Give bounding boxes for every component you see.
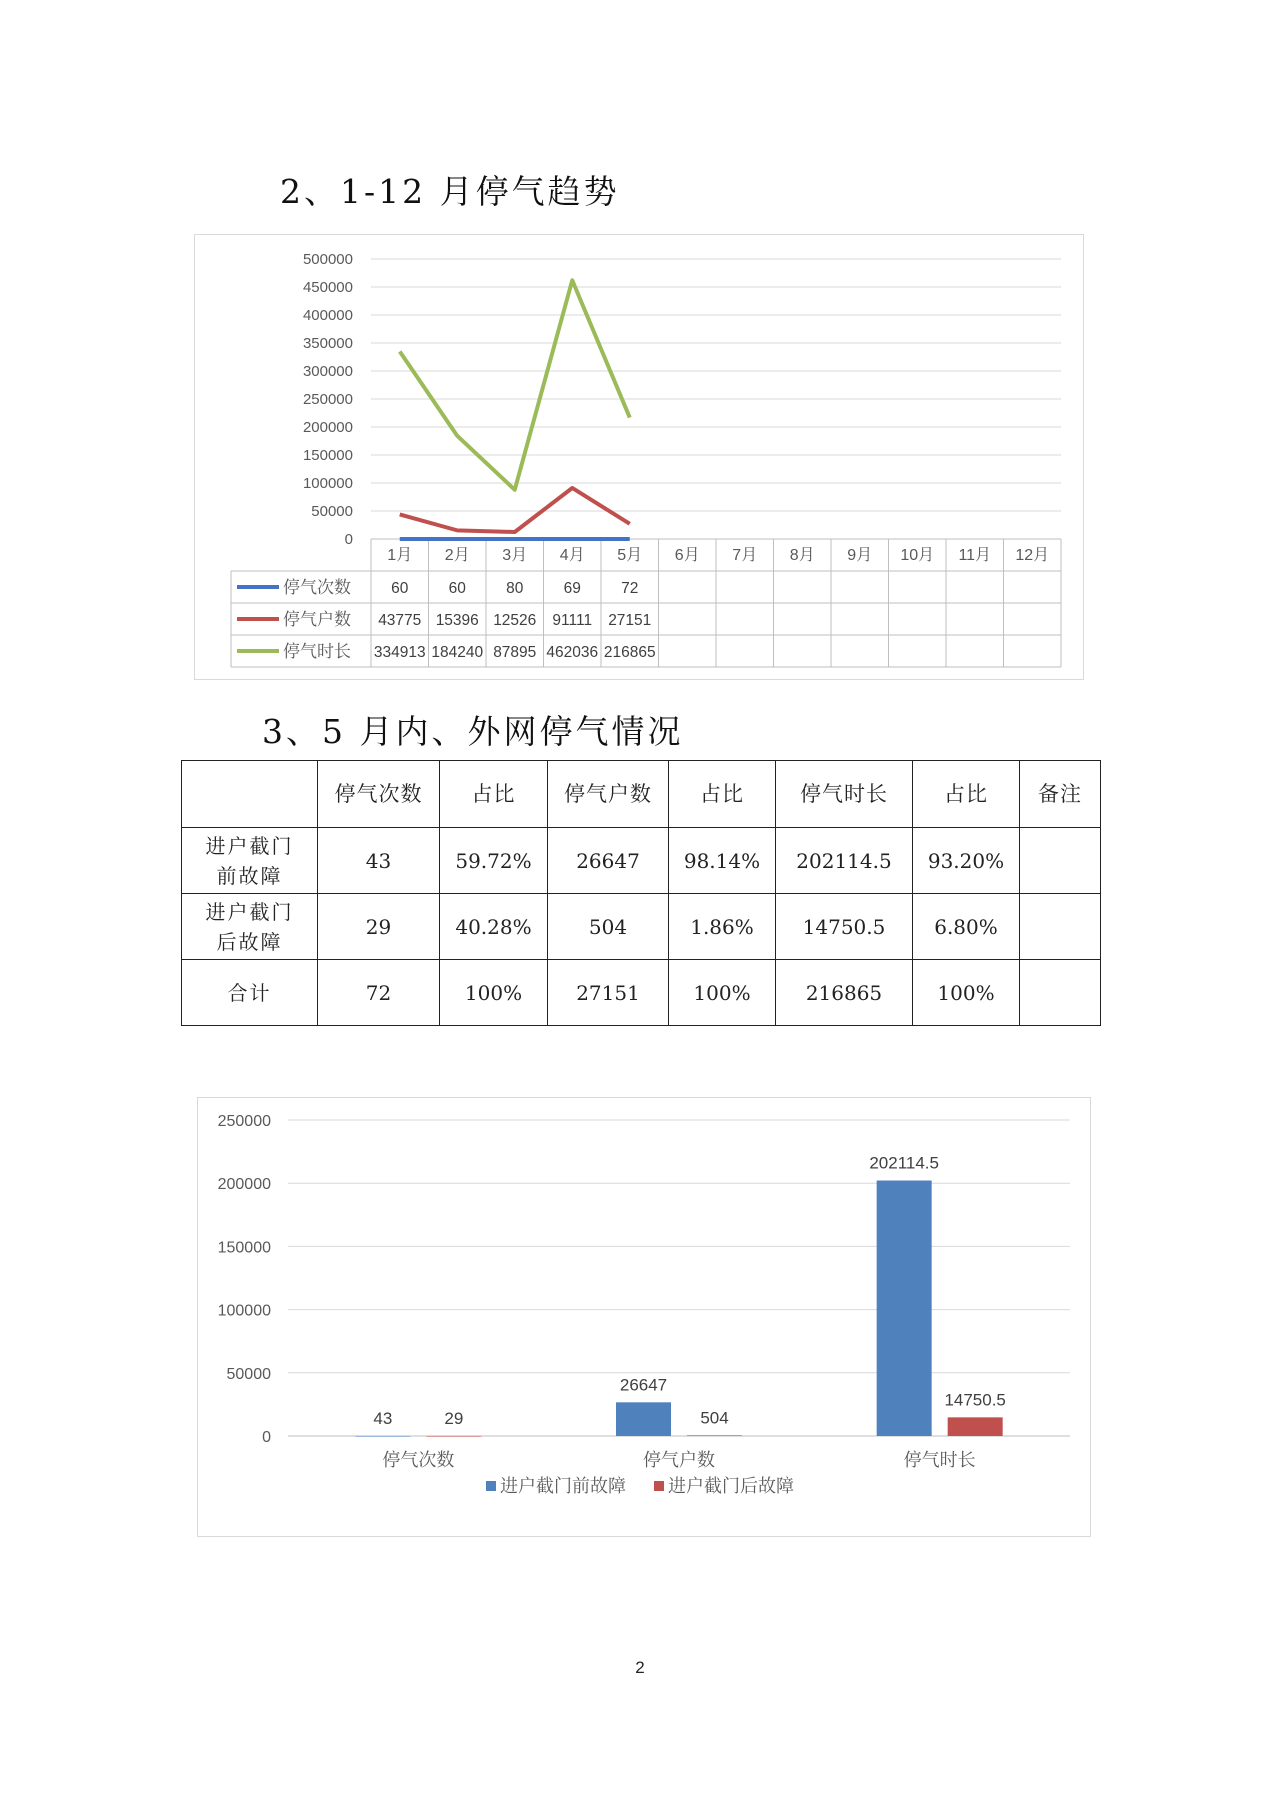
- y-tick-label: 450000: [302, 279, 353, 296]
- legend-label: 进户截门后故障: [668, 1476, 794, 1496]
- y-tick-label: 350000: [302, 335, 353, 352]
- y-tick-label: 100000: [217, 1302, 271, 1320]
- table-header-cell: 停气时长: [776, 761, 913, 828]
- bar: [616, 1402, 671, 1436]
- table-header-row: [182, 761, 1101, 828]
- page-number: 2: [635, 1658, 645, 1677]
- y-tick-label: 0: [344, 531, 353, 548]
- data-table-cell: 462036: [546, 644, 599, 661]
- x-category-label: 3月: [502, 547, 528, 564]
- data-table-cell: 60: [448, 580, 466, 597]
- y-tick-label: 100000: [302, 475, 353, 492]
- table-row: [182, 960, 1101, 1026]
- data-table-cell: 12526: [493, 612, 537, 629]
- x-category-label: 6月: [674, 547, 700, 564]
- table-header-cell: 占比: [913, 761, 1020, 828]
- row-label: 进户截门 后故障: [182, 894, 318, 960]
- table-cell: 72: [318, 960, 440, 1026]
- data-table-cell: 15396: [435, 612, 479, 629]
- x-category-label: 5月: [617, 547, 643, 564]
- table-cell: 93.20%: [913, 828, 1020, 894]
- outage-summary-table: [181, 760, 1101, 1026]
- table-row: [182, 894, 1101, 960]
- table-cell: 504: [548, 894, 669, 960]
- legend-label: 停气户数: [283, 610, 351, 629]
- y-tick-label: 50000: [311, 503, 353, 520]
- x-category-label: 停气户数: [643, 1450, 715, 1470]
- legend-swatch: [486, 1481, 496, 1491]
- table-cell: 26647: [548, 828, 669, 894]
- y-tick-label: 250000: [217, 1113, 271, 1130]
- table-cell: 40.28%: [440, 894, 548, 960]
- bar: [948, 1417, 1003, 1436]
- x-category-label: 10月: [900, 547, 935, 564]
- data-label: 26647: [619, 1375, 668, 1395]
- x-category-label: 12月: [1015, 547, 1050, 564]
- x-category-label: 2月: [444, 547, 470, 564]
- table-cell: 100%: [913, 960, 1020, 1026]
- data-table-cell: 80: [506, 580, 524, 597]
- y-tick-label: 300000: [302, 363, 353, 380]
- y-tick-label: 50000: [226, 1365, 271, 1383]
- table-header-cell: 停气次数: [318, 761, 440, 828]
- table-cell: 100%: [440, 960, 548, 1026]
- x-category-label: 停气时长: [903, 1450, 976, 1470]
- x-category-label: 8月: [789, 547, 815, 564]
- data-table-cell: 91111: [552, 612, 593, 629]
- bar: [687, 1435, 742, 1436]
- table-cell: 202114.5: [776, 828, 913, 894]
- data-table-cell: 69: [563, 580, 581, 597]
- table-header-cell: [182, 761, 318, 828]
- x-category-label: 11月: [958, 547, 992, 564]
- table-cell: 216865: [776, 960, 913, 1026]
- y-tick-label: 200000: [302, 419, 353, 436]
- table-cell: 1.86%: [669, 894, 776, 960]
- table-cell: 59.72%: [440, 828, 548, 894]
- table-cell: 43: [318, 828, 440, 894]
- y-tick-label: 250000: [302, 391, 353, 408]
- legend-label: 进户截门前故障: [500, 1476, 626, 1496]
- data-table-cell: 87895: [493, 644, 537, 661]
- x-category-label: 1月: [387, 547, 413, 564]
- data-label: 14750.5: [944, 1390, 1006, 1410]
- data-table-cell: 72: [621, 580, 639, 597]
- table-header-cell: 占比: [440, 761, 548, 828]
- y-tick-label: 500000: [302, 251, 353, 268]
- y-tick-label: 400000: [302, 307, 353, 324]
- data-label: 504: [700, 1408, 729, 1428]
- monthly-outage-trend-chart: [194, 234, 1084, 680]
- bar: [355, 1436, 410, 1437]
- table-cell: [1020, 960, 1101, 1026]
- data-label: 43: [373, 1408, 393, 1428]
- row-label: 进户截门 前故障: [182, 828, 318, 894]
- series-line: [400, 280, 630, 490]
- y-tick-label: 200000: [217, 1176, 271, 1194]
- data-table-cell: 216865: [603, 644, 656, 661]
- y-tick-label: 0: [262, 1429, 271, 1446]
- y-tick-label: 150000: [217, 1239, 271, 1257]
- y-tick-label: 150000: [302, 447, 353, 464]
- x-category-label: 4月: [559, 547, 585, 564]
- bar: [877, 1181, 932, 1436]
- data-table-cell: 334913: [373, 644, 426, 661]
- series-line: [400, 488, 630, 532]
- data-label: 202114.5: [869, 1153, 939, 1173]
- x-category-label: 9月: [847, 547, 873, 564]
- data-table-cell: 43775: [378, 612, 422, 629]
- line-chart-svg: [195, 235, 1083, 679]
- x-category-label: 停气次数: [382, 1450, 455, 1470]
- data-table-cell: 60: [391, 580, 409, 597]
- legend-label: 停气次数: [283, 578, 351, 597]
- table-cell: [1020, 828, 1101, 894]
- table-row: [182, 828, 1101, 894]
- table-header-cell: 占比: [669, 761, 776, 828]
- bar-chart-svg: [198, 1098, 1090, 1536]
- data-table-cell: 184240: [431, 644, 484, 661]
- table-cell: 100%: [669, 960, 776, 1026]
- legend-label: 停气时长: [283, 642, 351, 661]
- data-label: 29: [444, 1408, 464, 1428]
- table-cell: 98.14%: [669, 828, 776, 894]
- row-label: 合计: [182, 960, 318, 1026]
- table-cell: 27151: [548, 960, 669, 1026]
- legend-swatch: [654, 1481, 664, 1491]
- table-header-cell: 备注: [1020, 761, 1101, 828]
- table-cell: [1020, 894, 1101, 960]
- section-3-heading: 3、5 月内、外网停气情况: [262, 712, 684, 751]
- section-2-heading: 2、1-12 月停气趋势: [280, 172, 620, 211]
- fault-comparison-bar-chart: [197, 1097, 1091, 1537]
- bar: [426, 1436, 481, 1437]
- x-category-label: 7月: [732, 547, 758, 564]
- table-cell: 29: [318, 894, 440, 960]
- table-header-cell: 停气户数: [548, 761, 669, 828]
- table-cell: 14750.5: [776, 894, 913, 960]
- data-table-cell: 27151: [608, 612, 652, 629]
- table-cell: 6.80%: [913, 894, 1020, 960]
